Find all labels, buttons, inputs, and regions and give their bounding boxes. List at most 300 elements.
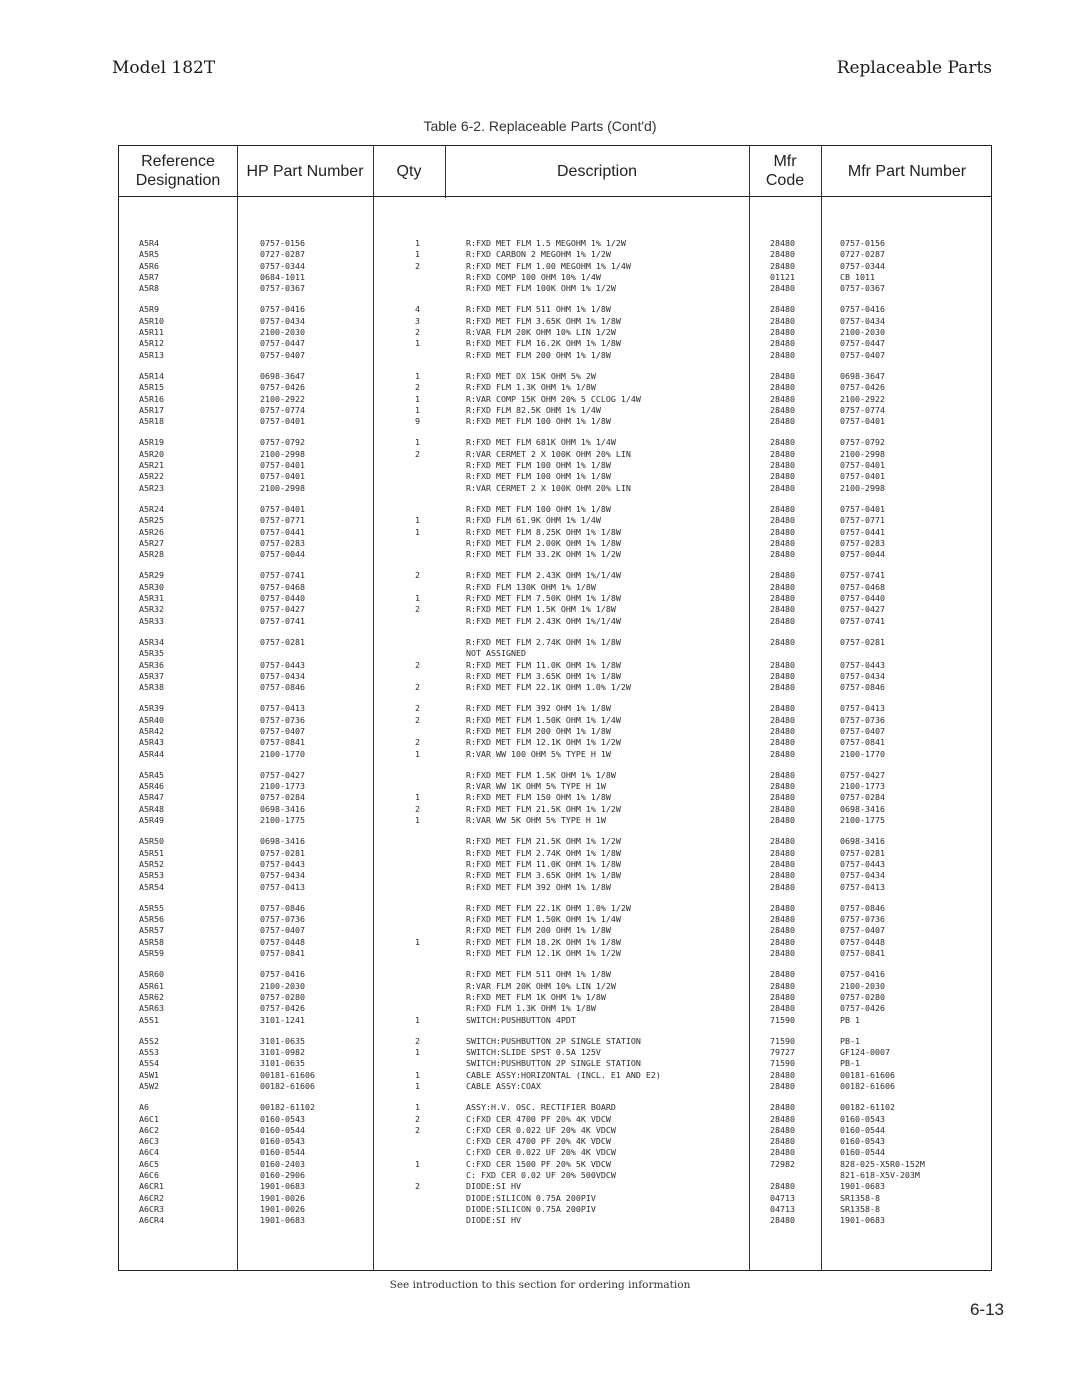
cell-mfr-code: 28480 (770, 593, 795, 604)
cell-hp-part: 0757-0741 (260, 615, 305, 626)
cell-ref: A5R50 (139, 836, 164, 847)
table-row (119, 703, 991, 714)
cell-hp-part: 0757-0401 (260, 460, 305, 471)
parts-group (119, 703, 991, 759)
cell-mfr-code: 79727 (770, 1047, 795, 1058)
cell-mfr-part: 1901-0683 (840, 1215, 885, 1226)
cell-description: R:FXD CARBON 2 MEGOHM 1% 1/2W (466, 249, 611, 260)
cell-hp-part: 1901-0026 (260, 1192, 305, 1203)
cell-ref: A5R7 (139, 271, 159, 282)
ordering-note: See introduction to this section for ordering information (389, 1279, 691, 1291)
cell-description: R:FXD MET FLM 21.5K OHM 1% 1/2W (466, 803, 621, 814)
cell-mfr-part: 828-025-X5R0-152M (840, 1158, 925, 1169)
table-row (119, 848, 991, 859)
cell-hp-part: 0757-0434 (260, 870, 305, 881)
cell-mfr-part: CB 1011 (840, 271, 875, 282)
parts-group (119, 304, 991, 360)
cell-description: R:FXD FLM 61.9K OHM 1% 1/4W (466, 515, 601, 526)
cell-ref: A5R10 (139, 315, 164, 326)
cell-hp-part: 0757-0427 (260, 769, 305, 780)
cell-mfr-code: 28480 (770, 703, 795, 714)
cell-description: R:FXD MET FLM 200 OHM 1% 1/8W (466, 349, 611, 360)
cell-mfr-part: 0757-0407 (840, 925, 885, 936)
cell-ref: A5R12 (139, 338, 164, 349)
col-head-description-label: Description (556, 162, 638, 180)
cell-mfr-code: 28480 (770, 283, 795, 294)
cell-mfr-code: 28480 (770, 249, 795, 260)
cell-ref: A5R42 (139, 725, 164, 736)
cell-description: R:FXD MET FLM 392 OHM 1% 1/8W (466, 703, 611, 714)
cell-qty: 2 (415, 682, 420, 693)
cell-qty: 4 (415, 304, 420, 315)
table-row (119, 338, 991, 349)
cell-qty: 1 (415, 792, 420, 803)
cell-hp-part: 0757-0407 (260, 349, 305, 360)
cell-ref: A5R16 (139, 393, 164, 404)
cell-qty: 9 (415, 416, 420, 427)
cell-description: R:FXD FLM 130K OHM 1% 1/8W (466, 581, 596, 592)
table-row (119, 792, 991, 803)
cell-qty: 2 (415, 448, 420, 459)
cell-description: DIODE:SILICON 0.75A 200PIV (466, 1203, 596, 1214)
cell-mfr-code: 28480 (770, 748, 795, 759)
cell-description: R:FXD MET FLM 681K OHM 1% 1/4W (466, 437, 616, 448)
cell-mfr-code: 28480 (770, 382, 795, 393)
cell-ref: A5R36 (139, 659, 164, 670)
cell-mfr-code: 28480 (770, 338, 795, 349)
cell-hp-part: 1901-0683 (260, 1181, 305, 1192)
cell-hp-part: 0757-0741 (260, 570, 305, 581)
cell-hp-part: 0757-0443 (260, 858, 305, 869)
cell-hp-part: 0160-0543 (260, 1113, 305, 1124)
cell-mfr-part: 0160-0543 (840, 1136, 885, 1147)
col-head-reference-line1: Reference (141, 153, 215, 170)
parts-group (119, 504, 991, 560)
cell-hp-part: 0757-0846 (260, 682, 305, 693)
cell-hp-part: 0684-1011 (260, 271, 305, 282)
cell-mfr-code: 28480 (770, 549, 795, 560)
table-row (119, 1081, 991, 1092)
cell-hp-part: 0160-0544 (260, 1124, 305, 1135)
cell-mfr-part: 0757-0434 (840, 670, 885, 681)
cell-mfr-part: 0757-0281 (840, 636, 885, 647)
table-row (119, 925, 991, 936)
cell-mfr-code: 28480 (770, 725, 795, 736)
cell-hp-part: 0757-0044 (260, 549, 305, 560)
cell-qty: 1 (415, 249, 420, 260)
cell-qty: 1 (415, 1102, 420, 1113)
cell-ref: A5R20 (139, 448, 164, 459)
table-row (119, 671, 991, 682)
cell-description: R:FXD MET FLM 22.1K OHM 1.0% 1/2W (466, 682, 631, 693)
cell-description: C:FXD CER 4700 PF 20% 4K VDCW (466, 1136, 611, 1147)
cell-qty: 1 (415, 593, 420, 604)
cell-description: ASSY:H.V. OSC. RECTIFIER BOARD (466, 1102, 616, 1113)
cell-mfr-part: 0757-0447 (840, 338, 885, 349)
page-number: 6-13 (969, 1300, 1004, 1319)
cell-mfr-code: 28480 (770, 448, 795, 459)
cell-ref: A6C4 (139, 1147, 159, 1158)
cell-qty: 2 (415, 714, 420, 725)
table-row (119, 394, 991, 405)
table-row (119, 914, 991, 925)
cell-description: DIODE:SI HV (466, 1215, 521, 1226)
cell-ref: A5R30 (139, 581, 164, 592)
cell-mfr-code: 28480 (770, 914, 795, 925)
cell-mfr-code: 28480 (770, 902, 795, 913)
cell-mfr-part: 0698-3416 (840, 803, 885, 814)
table-row (119, 471, 991, 482)
cell-hp-part: 3101-0635 (260, 1058, 305, 1069)
cell-ref: A6C6 (139, 1170, 159, 1181)
cell-qty: 1 (415, 936, 420, 947)
cell-ref: A5R55 (139, 902, 164, 913)
table-row (119, 815, 991, 826)
cell-qty: 2 (415, 382, 420, 393)
table-row (119, 316, 991, 327)
cell-ref: A5R40 (139, 714, 164, 725)
cell-hp-part: 0757-0792 (260, 437, 305, 448)
cell-hp-part: 0757-0426 (260, 1003, 305, 1014)
cell-mfr-code: 28480 (770, 636, 795, 647)
table-row (119, 937, 991, 948)
table-row (119, 660, 991, 671)
cell-mfr-part: 0757-0792 (840, 437, 885, 448)
col-head-description (445, 146, 749, 196)
table-row (119, 327, 991, 338)
cell-mfr-part: 2100-2998 (840, 448, 885, 459)
cell-mfr-code: 28480 (770, 948, 795, 959)
cell-description: R:FXD MET FLM 2.74K OHM 1% 1/8W (466, 847, 621, 858)
col-head-hp-part-label: HP Part Number (246, 162, 364, 180)
cell-description: C:FXD CER 4700 PF 20% 4K VDCW (466, 1113, 611, 1124)
table-row (119, 437, 991, 448)
cell-qty: 1 (415, 437, 420, 448)
cell-ref: A5R43 (139, 737, 164, 748)
cell-mfr-part: 0757-0443 (840, 659, 885, 670)
cell-ref: A5R22 (139, 471, 164, 482)
cell-ref: A5R31 (139, 593, 164, 604)
cell-mfr-part: 0757-0846 (840, 902, 885, 913)
table-row (119, 903, 991, 914)
cell-qty: 2 (415, 737, 420, 748)
cell-description: R:VAR WW 1K OHM 5% TYPE H 1W (466, 781, 606, 792)
cell-description: R:VAR CERMET 2 X 100K OHM 20% LIN (466, 482, 631, 493)
cell-mfr-part: 0757-0468 (840, 581, 885, 592)
table-row (119, 859, 991, 870)
cell-ref: A5R15 (139, 382, 164, 393)
col-head-qty-label: Qty (396, 162, 422, 180)
cell-mfr-code: 28480 (770, 847, 795, 858)
header-section: Replaceable Parts (836, 58, 992, 78)
cell-description: R:FXD MET FLM 100 OHM 1% 1/8W (466, 416, 611, 427)
cell-hp-part: 2100-1770 (260, 748, 305, 759)
cell-mfr-code: 28480 (770, 1147, 795, 1158)
col-head-mfr-part-label: Mfr Part Number (847, 162, 967, 180)
cell-description: R:FXD MET FLM 1.00 MEGOHM 1% 1/4W (466, 260, 631, 271)
cell-mfr-code: 28480 (770, 604, 795, 615)
cell-hp-part: 0757-0771 (260, 515, 305, 526)
table-row (119, 371, 991, 382)
cell-hp-part: 0757-0427 (260, 604, 305, 615)
cell-mfr-part: PB-1 (840, 1058, 860, 1069)
parts-group (119, 637, 991, 693)
cell-mfr-part: 00182-61606 (840, 1081, 895, 1091)
table-row (119, 770, 991, 781)
cell-hp-part: 0757-0407 (260, 725, 305, 736)
table-row (119, 948, 991, 959)
cell-description: R:FXD MET FLM 21.5K OHM 1% 1/2W (466, 836, 621, 847)
table-row (119, 304, 991, 315)
cell-ref: A5R57 (139, 925, 164, 936)
cell-mfr-part: 0757-0401 (840, 503, 885, 514)
table-row (119, 1102, 991, 1113)
cell-description: CABLE ASSY:HORIZONTAL (INCL. E1 AND E2) (466, 1069, 661, 1080)
cell-mfr-code: 72982 (770, 1158, 795, 1169)
cell-description: SWITCH:PUSHBUTTON 2P SINGLE STATION (466, 1058, 641, 1069)
cell-mfr-part: 0757-0426 (840, 382, 885, 393)
table-row (119, 238, 991, 249)
cell-hp-part: 0727-0287 (260, 249, 305, 260)
cell-qty: 2 (415, 703, 420, 714)
cell-hp-part: 2100-2030 (260, 327, 305, 338)
cell-description: R:FXD MET FLM 2.00K OHM 1% 1/8W (466, 537, 621, 548)
cell-mfr-part: 0757-0367 (840, 283, 885, 294)
cell-mfr-code: 28480 (770, 570, 795, 581)
cell-mfr-code: 28480 (770, 460, 795, 471)
cell-mfr-code: 28480 (770, 315, 795, 326)
cell-hp-part: 00181-61606 (260, 1069, 315, 1080)
cell-hp-part: 0757-0416 (260, 304, 305, 315)
cell-ref: A6CR3 (139, 1203, 164, 1214)
table-row (119, 1036, 991, 1047)
cell-qty: 2 (415, 1124, 420, 1135)
cell-hp-part: 0757-0434 (260, 670, 305, 681)
cell-description: R:VAR WW 100 OHM 5% TYPE H 1W (466, 748, 611, 759)
cell-ref: A5R46 (139, 781, 164, 792)
cell-description: R:FXD MET FLM 33.2K OHM 1% 1/2W (466, 549, 621, 560)
cell-mfr-part: 0698-3416 (840, 836, 885, 847)
cell-description: R:VAR CERMET 2 X 100K OHM 20% LIN (466, 448, 631, 459)
table-row (119, 781, 991, 792)
cell-ref: A5R29 (139, 570, 164, 581)
cell-hp-part: 0757-0841 (260, 737, 305, 748)
cell-qty: 1 (415, 393, 420, 404)
cell-ref: A5S4 (139, 1058, 159, 1069)
cell-mfr-part: 0757-0044 (840, 549, 885, 560)
cell-hp-part: 0757-0407 (260, 925, 305, 936)
cell-mfr-part: 0757-0434 (840, 315, 885, 326)
cell-mfr-part: 0757-0736 (840, 914, 885, 925)
cell-description: DIODE:SI HV (466, 1181, 521, 1192)
cell-mfr-part: PB 1 (840, 1014, 860, 1025)
cell-mfr-code: 28480 (770, 503, 795, 514)
cell-mfr-part: 0757-0427 (840, 769, 885, 780)
col-head-mfr-code (749, 146, 821, 196)
cell-hp-part: 0757-0440 (260, 593, 305, 604)
table-row (119, 283, 991, 294)
cell-ref: A5W1 (139, 1069, 159, 1080)
table-row (119, 582, 991, 593)
cell-hp-part: 0757-0283 (260, 537, 305, 548)
cell-hp-part: 2100-2998 (260, 448, 305, 459)
cell-mfr-code: 28480 (770, 803, 795, 814)
cell-mfr-code: 28480 (770, 815, 795, 826)
cell-qty: 3 (415, 315, 420, 326)
table-row (119, 416, 991, 427)
table-row (119, 969, 991, 980)
cell-description: R:FXD MET FLM 150 OHM 1% 1/8W (466, 792, 611, 803)
cell-ref: A5R24 (139, 503, 164, 514)
cell-mfr-part: 0757-0401 (840, 471, 885, 482)
cell-qty: 2 (415, 1113, 420, 1124)
cell-hp-part: 0757-0401 (260, 471, 305, 482)
cell-hp-part: 0757-0401 (260, 416, 305, 427)
cell-hp-part: 0160-2906 (260, 1170, 305, 1181)
cell-mfr-part: 0757-0741 (840, 615, 885, 626)
cell-ref: A5R34 (139, 636, 164, 647)
cell-mfr-code: 28480 (770, 349, 795, 360)
parts-rows (119, 238, 991, 1237)
cell-qty: 2 (415, 1181, 420, 1192)
cell-mfr-code: 28480 (770, 1069, 795, 1080)
cell-mfr-code: 28480 (770, 526, 795, 537)
cell-mfr-part: 0757-0841 (840, 737, 885, 748)
cell-description: R:FXD MET FLM 18.2K OHM 1% 1/8W (466, 936, 621, 947)
cell-description: R:FXD MET FLM 2.74K OHM 1% 1/8W (466, 636, 621, 647)
cell-hp-part: 2100-2922 (260, 393, 305, 404)
cell-description: R:FXD FLM 82.5K OHM 1% 1/4W (466, 404, 601, 415)
col-head-reference (119, 146, 237, 196)
cell-description: R:FXD MET FLM 8.25K OHM 1% 1/8W (466, 526, 621, 537)
parts-group (119, 836, 991, 892)
cell-description: R:FXD FLM 1.3K OHM 1% 1/8W (466, 1003, 596, 1014)
cell-mfr-code: 28480 (770, 515, 795, 526)
cell-description: R:FXD MET FLM 200 OHM 1% 1/8W (466, 725, 611, 736)
cell-qty: 1 (415, 1047, 420, 1058)
cell-ref: A6CR4 (139, 1215, 164, 1226)
cell-mfr-part: 0757-0281 (840, 847, 885, 858)
cell-mfr-part: 0757-0401 (840, 460, 885, 471)
cell-hp-part: 2100-1773 (260, 781, 305, 792)
cell-mfr-part: 0757-0283 (840, 537, 885, 548)
cell-mfr-part: 0757-0416 (840, 969, 885, 980)
cell-qty: 1 (415, 1014, 420, 1025)
cell-hp-part: 0757-0284 (260, 792, 305, 803)
table-caption: Table 6-2. Replaceable Parts (Cont'd) (423, 118, 657, 134)
cell-ref: A5R59 (139, 948, 164, 959)
cell-hp-part: 0160-0543 (260, 1136, 305, 1147)
cell-ref: A5R27 (139, 537, 164, 548)
cell-mfr-code: 28480 (770, 682, 795, 693)
table-row (119, 249, 991, 260)
cell-mfr-part: GF124-0007 (840, 1047, 890, 1058)
cell-qty: 2 (415, 570, 420, 581)
cell-ref: A5R26 (139, 526, 164, 537)
cell-hp-part: 0757-0774 (260, 404, 305, 415)
cell-mfr-code: 28480 (770, 304, 795, 315)
cell-description: R:FXD MET FLM 511 OHM 1% 1/8W (466, 304, 611, 315)
cell-mfr-code: 28480 (770, 991, 795, 1002)
header-model: Model 182T (112, 58, 216, 78)
cell-hp-part: 0698-3416 (260, 803, 305, 814)
cell-mfr-part: 0757-0771 (840, 515, 885, 526)
col-head-mfr-code-line2: Code (765, 172, 805, 189)
cell-hp-part: 0757-0443 (260, 659, 305, 670)
cell-mfr-code: 28480 (770, 870, 795, 881)
cell-qty: 1 (415, 338, 420, 349)
table-row (119, 460, 991, 471)
cell-description: SWITCH:PUSHBUTTON 4PDT (466, 1014, 576, 1025)
cell-hp-part: 2100-2030 (260, 980, 305, 991)
header-rule (119, 196, 991, 197)
cell-mfr-code: 28480 (770, 615, 795, 626)
cell-mfr-code: 28480 (770, 858, 795, 869)
cell-mfr-part: 2100-1773 (840, 781, 885, 792)
cell-hp-part: 0757-0281 (260, 847, 305, 858)
cell-qty: 1 (415, 370, 420, 381)
cell-mfr-part: 0757-0443 (840, 858, 885, 869)
cell-description: R:FXD MET FLM 2.43K OHM 1%/1/4W (466, 615, 621, 626)
cell-hp-part: 3101-0982 (260, 1047, 305, 1058)
cell-ref: A5R39 (139, 703, 164, 714)
col-head-mfr-part (821, 146, 993, 196)
cell-ref: A5W2 (139, 1081, 159, 1091)
table-row (119, 804, 991, 815)
cell-mfr-code: 28480 (770, 969, 795, 980)
cell-ref: A5R32 (139, 604, 164, 615)
cell-hp-part: 0698-3647 (260, 370, 305, 381)
cell-ref: A5R21 (139, 460, 164, 471)
cell-mfr-code: 28480 (770, 836, 795, 847)
cell-hp-part: 0757-0846 (260, 902, 305, 913)
cell-mfr-part: 0160-0544 (840, 1147, 885, 1158)
cell-mfr-part: 0757-0741 (840, 570, 885, 581)
table-row (119, 1215, 991, 1226)
cell-ref: A5R28 (139, 549, 164, 560)
cell-hp-part: 3101-0635 (260, 1035, 305, 1046)
cell-mfr-part: 0757-0156 (840, 238, 885, 248)
cell-mfr-part: 2100-1770 (840, 748, 885, 759)
cell-ref: A5R54 (139, 881, 164, 892)
parts-group (119, 238, 991, 294)
cell-ref: A5R61 (139, 980, 164, 991)
cell-qty: 2 (415, 604, 420, 615)
cell-description: R:VAR FLM 20K OHM 10% LIN 1/2W (466, 980, 616, 991)
cell-mfr-code: 28480 (770, 1136, 795, 1147)
cell-description: R:FXD MET FLM 3.65K OHM 1% 1/8W (466, 870, 621, 881)
cell-description: R:FXD MET FLM 1.50K OHM 1% 1/4W (466, 714, 621, 725)
cell-qty: 1 (415, 815, 420, 826)
cell-hp-part: 0757-0413 (260, 881, 305, 892)
cell-mfr-code: 28480 (770, 980, 795, 991)
table-row (119, 870, 991, 881)
cell-description: R:FXD MET FLM 2.43K OHM 1%/1/4W (466, 570, 621, 581)
cell-ref: A5R14 (139, 370, 164, 381)
table-row (119, 1147, 991, 1158)
cell-mfr-code: 28480 (770, 437, 795, 448)
table-row (119, 405, 991, 416)
cell-mfr-part: 2100-1775 (840, 815, 885, 826)
cell-mfr-code: 28480 (770, 238, 795, 248)
cell-ref: A5R6 (139, 260, 159, 271)
table-row (119, 715, 991, 726)
cell-description: R:FXD MET FLM 392 OHM 1% 1/8W (466, 881, 611, 892)
cell-ref: A6C3 (139, 1136, 159, 1147)
cell-mfr-part: 0757-0440 (840, 593, 885, 604)
cell-qty: 1 (415, 748, 420, 759)
cell-description: R:FXD COMP 100 OHM 10% 1/4W (466, 271, 601, 282)
